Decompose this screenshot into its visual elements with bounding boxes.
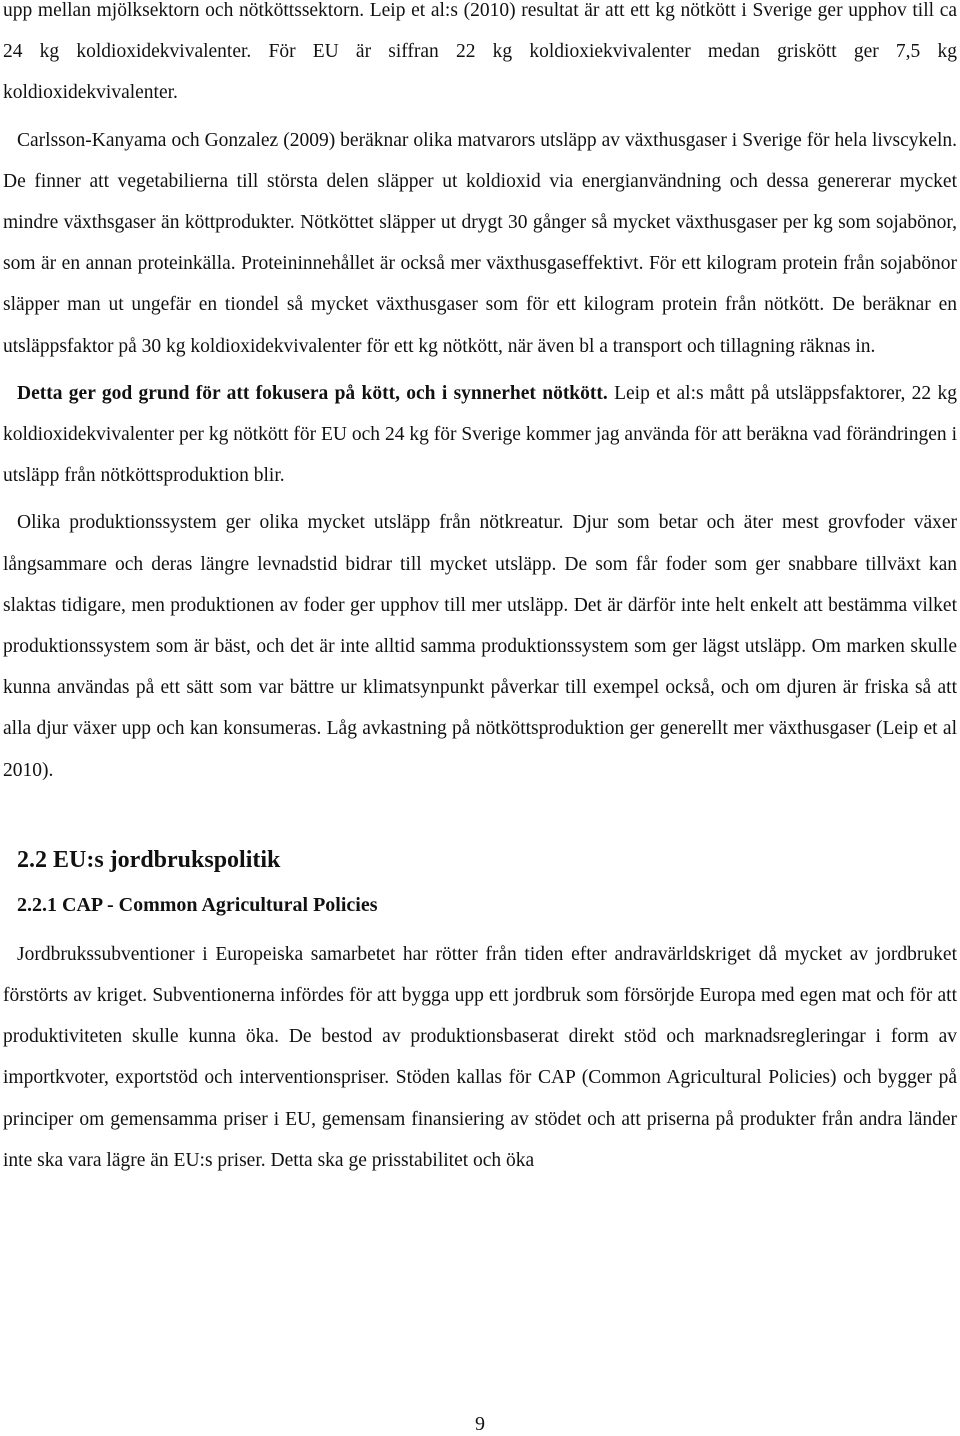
subsection-heading: 2.2.1 CAP - Common Agricultural Policies bbox=[17, 893, 378, 916]
paragraph-text: Olika produktionssystem ger olika mycket utsläpp från nötkreatur. Djur som betar och äter mest grovfoder växer långsammare och deras längre levnadstid bidrar till mycket utsläpp. De som får foder som ger snabbare tillväxt kan slaktas tidigare, men produktionen av foder ger upphov till mer utsläpp. Det är därför inte helt enkelt att bestämma vilket produktionssystem som är bäst, och det är inte alltid samma produktionssystem som ger lägst utsläpp. Om marken skulle kunna användas på ett sätt som var bättre ur klimatsynpunkt påverkar till exempel också, och om djuren är friska så att alla djur växer upp och kan konsumeras. Låg avkastning på nötköttsproduktion ger generellt mer växthusgaser (Leip et al 2010). bbox=[3, 512, 957, 781]
section-heading: 2.2 EU:s jordbrukspolitik bbox=[17, 846, 281, 873]
paragraph-text: Jordbrukssubventioner i Europeiska samarbetet har rötter från tiden efter andravärldskriget då mycket av jordbruket förstörts av kriget. Subventionerna infördes för att bygga upp ett jordbruk som försörjde Europa med egen mat och för att produktiviteten skulle kunna öka. De bestod av produktionsbaserat direkt stöd och marknadsregleringar i form av importkvoter, exportstöd och interventionspriser. Stöden kallas för CAP (Common Agricultural Policies) och bygger på principer om gemensamma priser i EU, gemensam finansiering av stödet och att priserna på produkter från andra länder inte ska vara lägre än EU:s priser. Detta ska ge prisstabilitet och öka bbox=[3, 943, 957, 1171]
paragraph-production-systems bbox=[3, 502, 957, 790]
document-page bbox=[3, 0, 957, 1181]
paragraph-focus-beef bbox=[3, 373, 957, 497]
paragraph-text: upp mellan mjölksektorn och nötköttssektorn. Leip et al:s (2010) resultat är att ett kg nötkött i Sverige ger upphov till ca 24 kg koldioxidekvivalenter. För EU är siffran 22 kg koldioxiekvivalenter medan griskött ger 7,5 kg koldioxidekvivalenter. bbox=[3, 0, 957, 104]
paragraph-text: Leip et al:s mått på utsläppsfaktorer, 22 kg koldioxidekvivalenter per kg nötkött för EU och 24 kg för Sverige kommer jag använda för att beräkna vad förändringen i utsläpp från nötköttsproduktion blir. bbox=[3, 382, 957, 487]
paragraph-cap-history bbox=[3, 934, 957, 1181]
bold-statement: Detta ger god grund för att fokusera på kött, och i synnerhet nötkött. bbox=[17, 382, 608, 404]
page-number: 9 bbox=[475, 1413, 485, 1435]
paragraph-text: Carlsson-Kanyama och Gonzalez (2009) beräknar olika matvarors utsläpp av växthusgaser i Sverige för hela livscykeln. De finner att vegetabilierna till största delen släpper ut koldioxid via energianvändning och dessa genererar mycket mindre växthsgaser än köttprodukter. Nötköttet släpper ut drygt 30 gånger så mycket växthusgaser per kg som sojabönor, som är en annan proteinkälla. Proteininnehållet är också mer växthusgaseffektivt. För ett kilogram protein från sojabönor släpper man ut ungefär en tiondel så mycket växthusgaser som för ett kilogram protein från nötkött. De beräknar en utsläppsfaktor på 30 kg koldioxidekvivalenter för ett kg nötkött, när även bl a transport och tillagning räknas in. bbox=[3, 129, 957, 357]
paragraph-carlsson-kanyama bbox=[3, 120, 957, 367]
paragraph-emissions-comparison bbox=[3, 0, 957, 114]
